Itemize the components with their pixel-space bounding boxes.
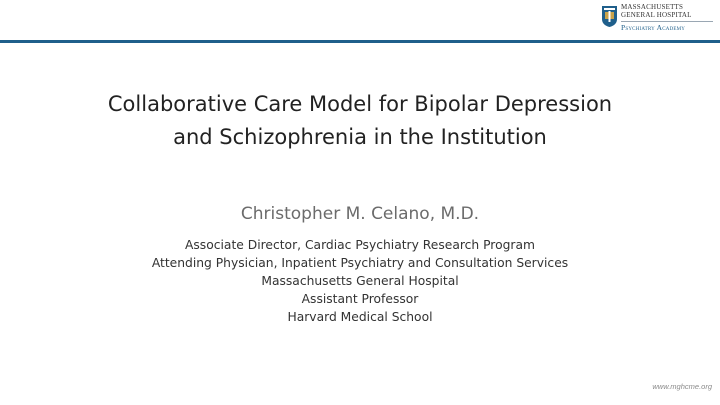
logo-divider xyxy=(621,21,713,22)
mgh-psychiatry-academy-logo xyxy=(602,4,714,38)
logo-line-2: GENERAL HOSPITAL xyxy=(621,11,692,19)
affiliation-line: Assistant Professor xyxy=(301,292,419,306)
presenter-affiliations xyxy=(0,236,720,326)
slide-title-line-2: and Schizophrenia in the Institution xyxy=(173,125,547,149)
mgh-shield-icon xyxy=(602,6,617,27)
affiliation-line: Attending Physician, Inpatient Psychiatry and Consultation Services xyxy=(151,256,569,270)
slide-title xyxy=(0,88,720,154)
affiliation-line: Massachusetts General Hospital xyxy=(261,274,459,288)
footer-url: www.mghcme.org xyxy=(652,382,712,391)
logo-line-3: Psychiatry Academy xyxy=(621,23,686,32)
logo-line-1: MASSACHUSETTS xyxy=(621,3,684,11)
slide-title-line-1: Collaborative Care Model for Bipolar Depression xyxy=(107,92,613,116)
affiliation-line: Associate Director, Cardiac Psychiatry Research Program xyxy=(184,238,535,252)
logo-text xyxy=(621,4,713,32)
presenter-name: Christopher M. Celano, M.D. xyxy=(240,204,480,224)
header-rule xyxy=(0,40,720,43)
affiliation-line: Harvard Medical School xyxy=(287,310,433,324)
